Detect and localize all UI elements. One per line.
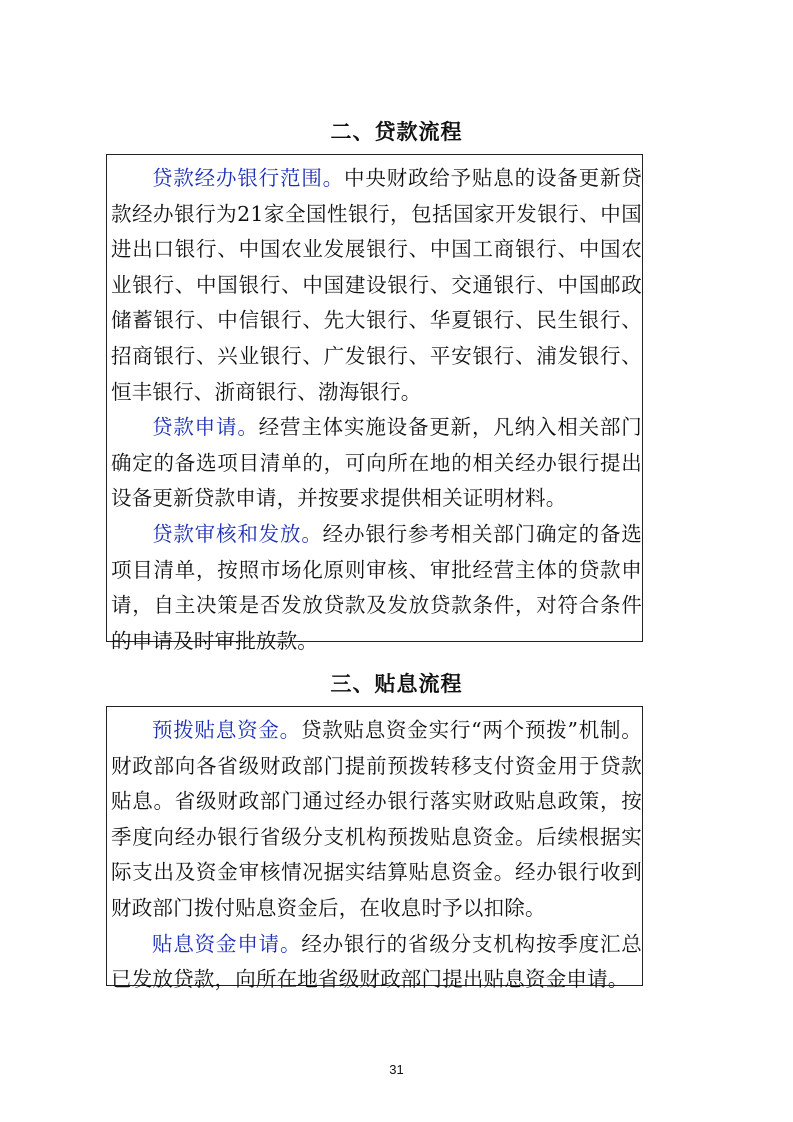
lead-loan-application: 贷款申请。 [152,415,259,440]
paragraph-prepay-subsidy [111,713,642,927]
body-bank-scope: 中央财政给予贴息的设备更新贷款经办银行为21家全国性银行，包括国家开发银行、中国进出口银行、中国农业发展银行、中国工商银行、中国农业银行、中国银行、中国建设银行、交通银行、中国邮政储蓄银行、中信银行、先大银行、华夏银行、民生银行、招商银行、兴业银行、广发银行、平安银行、浦发银行、恒丰银行、浙商银行、渤海银行。 [111,166,642,404]
paragraph-subsidy-application [111,927,642,998]
lead-bank-scope: 贷款经办银行范围。 [152,166,344,190]
body-subsidy-application: 经办银行的省级分支机构按季度汇总已发放贷款，向所在地省级财政部门提出贴息资金申请。 [111,931,642,992]
lead-loan-review: 贷款审核和发放。 [152,521,323,546]
page-number: 31 [389,1062,404,1077]
paragraph-loan-review [111,517,642,659]
paragraph-bank-scope [111,161,642,410]
subsidy-process-box [106,706,643,992]
lead-subsidy-application: 贴息资金申请。 [152,931,302,956]
body-loan-application: 经营主体实施设备更新，凡纳入相关部门确定的备选项目清单的，可向所在地的相关经办银行提出设备更新贷款申请，并按要求提供相关证明材料。 [111,415,643,511]
lead-prepay-subsidy: 预拨贴息资金。 [152,718,301,742]
loan-process-box [106,154,643,653]
section-title-subsidy-process: 三、贴息流程 [330,672,463,696]
section-title-loan-process: 二、贷款流程 [330,120,463,144]
body-prepay-subsidy: 贷款贴息资金实行“两个预拨”机制。财政部向各省级财政部门提前预拨转移支付资金用于贷款贴息。省级财政部门通过经办银行落实财政贴息政策，按季度向经办银行省级分支机构预拨贴息资金。后续根据实际支出及资金审核情况据实结算贴息资金。经办银行收到财政部门拨付贴息资金后，在收息时予以扣除。 [111,718,642,920]
body-loan-review: 经办银行参考相关部门确定的备选项目清单，按照市场化原则审核、审批经营主体的贷款申请，自主决策是否发放贷款及发放贷款条件，对符合条件的申请及时审批放款。 [111,521,642,653]
paragraph-loan-application [111,410,642,517]
